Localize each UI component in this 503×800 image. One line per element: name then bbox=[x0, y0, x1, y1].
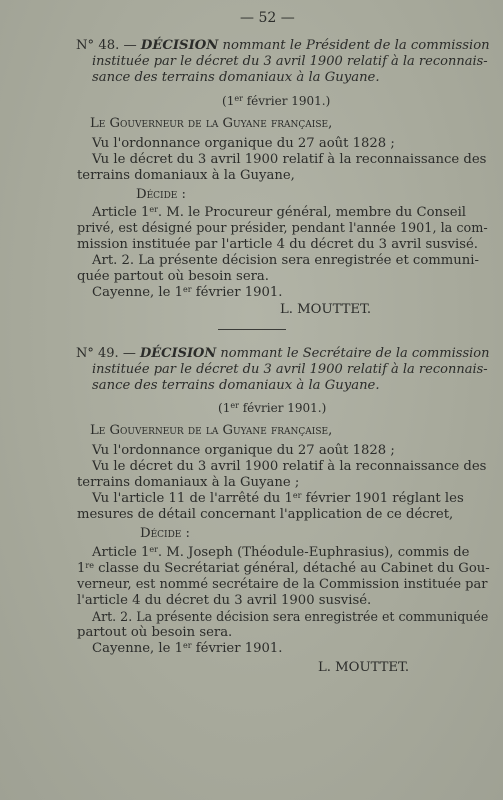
decision-49-article-1: Article 1er. M. Joseph (Théodule-Euphrasius), commis de bbox=[92, 545, 470, 560]
decision-49-article-6: partout où besoin sera. bbox=[77, 625, 233, 640]
decision-49-article-3: verneur, est nommé secrétaire de la Commission instituée par bbox=[77, 577, 488, 592]
decision-49-article-4: l'article 4 du décret du 3 avril 1900 susvisé. bbox=[77, 593, 372, 608]
decision-48-decide: Décide : bbox=[136, 187, 187, 202]
decision-49-title-line-3: sance des terrains domaniaux à la Guyane. bbox=[92, 378, 380, 393]
decision-49-line-2: Vu le décret du 3 avril 1900 relatif à la reconnaissance des bbox=[92, 459, 487, 474]
decision-48-line-3: terrains domaniaux à la Guyane, bbox=[77, 168, 295, 183]
decision-49-line-4: Vu l'article 11 de l'arrêté du 1er février 1901 réglant les bbox=[92, 491, 464, 506]
decision-49-decide: Décide : bbox=[140, 526, 191, 541]
decision-49-line-3: terrains domaniaux à la Guyane ; bbox=[77, 475, 300, 490]
decision-49-date: (1er février 1901.) bbox=[218, 401, 327, 415]
decision-48-line-2: Vu le décret du 3 avril 1900 relatif à la reconnaissance des bbox=[92, 152, 487, 167]
decision-49-title: nommant le Secrétaire de la commission bbox=[220, 346, 490, 361]
decision-49-place-date: Cayenne, le 1er février 1901. bbox=[92, 641, 283, 656]
decision-48-article-5: quée partout où besoin sera. bbox=[77, 269, 269, 284]
decision-48-article-3: mission instituée par l'article 4 du décret du 3 avril susvisé. bbox=[77, 237, 478, 252]
decision-48-signature: L. MOUTTET. bbox=[280, 302, 372, 317]
separator-rule bbox=[218, 329, 286, 330]
decision-48-governor: Le Gouverneur de la Guyane française, bbox=[90, 116, 333, 131]
decision-48-title-word: DÉCISION bbox=[140, 38, 219, 53]
decision-48-line-1: Vu l'ordonnance organique du 27 août 1828 ; bbox=[92, 136, 395, 151]
decision-49-line-5: mesures de détail concernant l'application de ce décret, bbox=[77, 507, 454, 522]
decision-49-article-2: 1re classe du Secrétariat général, détaché au Cabinet du Gou- bbox=[77, 561, 490, 576]
decision-49-signature: L. MOUTTET. bbox=[318, 660, 410, 675]
decision-49-title-line-2: instituée par le décret du 3 avril 1900 relatif à la reconnais- bbox=[92, 362, 488, 377]
decision-48-number: N° 48. bbox=[76, 38, 120, 53]
decision-48-heading: N° 48. — DÉCISION nommant le Président de la commission bbox=[76, 38, 490, 53]
decision-48-place-date: Cayenne, le 1er février 1901. bbox=[92, 285, 283, 300]
decision-48-article-4: Art. 2. La présente décision sera enregistrée et communi- bbox=[92, 253, 479, 268]
decision-49-number: N° 49. bbox=[76, 346, 119, 361]
decision-49-governor: Le Gouverneur de la Guyane française, bbox=[90, 423, 333, 438]
decision-48-title-line-2: instituée par le décret du 3 avril 1900 relatif à la reconnais- bbox=[92, 54, 488, 69]
decision-49-title-word: DÉCISION bbox=[139, 346, 217, 361]
decision-48-title: nommant le Président de la commission bbox=[222, 38, 490, 53]
decision-48-date: (1er février 1901.) bbox=[222, 94, 331, 108]
decision-49-line-1: Vu l'ordonnance organique du 27 août 1828 ; bbox=[92, 443, 395, 458]
page-number: — 52 — bbox=[240, 10, 295, 26]
decision-49-article-5: Art. 2. La présente décision sera enregistrée et communiquée bbox=[92, 609, 489, 624]
decision-49-heading: N° 49. — DÉCISION nommant le Secrétaire de la commission bbox=[76, 346, 490, 361]
decision-48-title-line-3: sance des terrains domaniaux à la Guyane. bbox=[92, 70, 380, 85]
decision-48-article-2: privé, est désigné pour présider, pendant l'année 1901, la com- bbox=[77, 221, 488, 236]
decision-48-article-1: Article 1er. M. le Procureur général, membre du Conseil bbox=[92, 205, 467, 220]
